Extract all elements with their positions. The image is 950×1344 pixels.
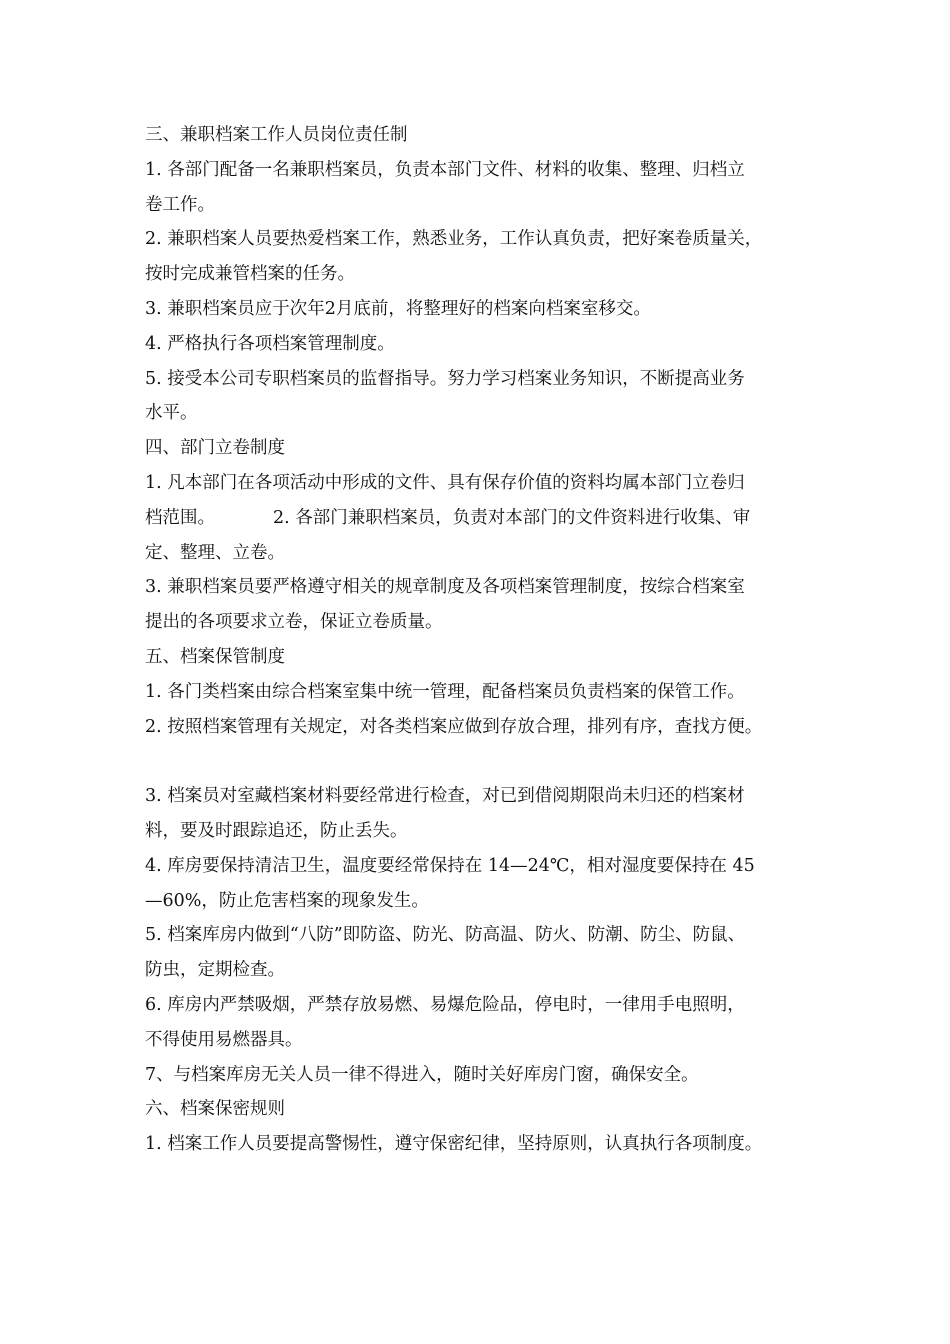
section-heading: 四、部门立卷制度 — [145, 438, 285, 459]
paragraph-line: 5. 档案库房内做到“八防”即防盗、防光、防高温、防火、防潮、防尘、防鼠、 — [145, 925, 746, 946]
paragraph-line: 3. 兼职档案员应于次年2月底前，将整理好的档案向档案室移交。 — [145, 298, 651, 319]
paragraph-line: 不得使用易燃器具。 — [145, 1029, 303, 1050]
paragraph-line: 7、与档案库房无关人员一律不得进入，随时关好库房门窗，确保安全。 — [145, 1064, 699, 1085]
paragraph-line: 卷工作。 — [145, 194, 215, 215]
paragraph-line: 2. 兼职档案人员要热爱档案工作，熟悉业务，工作认真负责，把好案卷质量关， — [145, 229, 763, 250]
section-heading: 五、档案保管制度 — [145, 646, 285, 667]
paragraph-line: 防虫，定期检查。 — [145, 960, 285, 981]
paragraph-line: —60%，防止危害档案的现象发生。 — [145, 890, 429, 911]
paragraph-line: 定、整理、立卷。 — [145, 542, 285, 563]
paragraph-line: 按时完成兼管档案的任务。 — [145, 264, 355, 285]
paragraph-line: 1. 各门类档案由综合档案室集中统一管理，配备档案员负责档案的保管工作。 — [145, 681, 745, 702]
paragraph-fragment: 档范围。 — [145, 507, 215, 528]
paragraph-line: 6. 库房内严禁吸烟，严禁存放易燃、易爆危险品，停电时，一律用手电照明， — [145, 994, 745, 1015]
paragraph-line: 5. 接受本公司专职档案员的监督指导。努力学习档案业务知识，不断提高业务 — [145, 368, 745, 389]
document-body — [145, 118, 835, 1162]
paragraph-line: 提出的各项要求立卷，保证立卷质量。 — [145, 612, 443, 633]
paragraph-line: 水平。 — [145, 403, 198, 424]
paragraph-line: 4. 严格执行各项档案管理制度。 — [145, 333, 395, 354]
paragraph-line: 3. 兼职档案员要严格遵守相关的规章制度及各项档案管理制度，按综合档案室 — [145, 577, 745, 598]
paragraph-line: 1. 档案工作人员要提高警惕性，遵守保密纪律，坚持原则，认真执行各项制度。 — [145, 1134, 763, 1155]
paragraph-line: 1. 凡本部门在各项活动中形成的文件、具有保存价值的资料均属本部门立卷归 — [145, 472, 745, 493]
paragraph-line — [145, 501, 835, 536]
blank-line — [145, 744, 835, 779]
section-heading: 六、档案保密规则 — [145, 1099, 285, 1120]
section-heading: 三、兼职档案工作人员岗位责任制 — [145, 125, 408, 145]
paragraph-line: 3. 档案员对室藏档案材料要经常进行检查，对已到借阅期限尚未归还的档案材 — [145, 786, 745, 807]
paragraph-line: 1. 各部门配备一名兼职档案员，负责本部门文件、材料的收集、整理、归档立 — [145, 159, 745, 180]
paragraph-fragment: 2. 各部门兼职档案员，负责对本部门的文件资料进行收集、审 — [273, 507, 751, 528]
paragraph-line: 4. 库房要保持清洁卫生，温度要经常保持在 14—24℃，相对湿度要保持在 45 — [145, 855, 755, 876]
paragraph-line: 料，要及时跟踪追还，防止丢失。 — [145, 820, 408, 841]
paragraph-line: 2. 按照档案管理有关规定，对各类档案应做到存放合理，排列有序，查找方便。 — [145, 716, 763, 737]
